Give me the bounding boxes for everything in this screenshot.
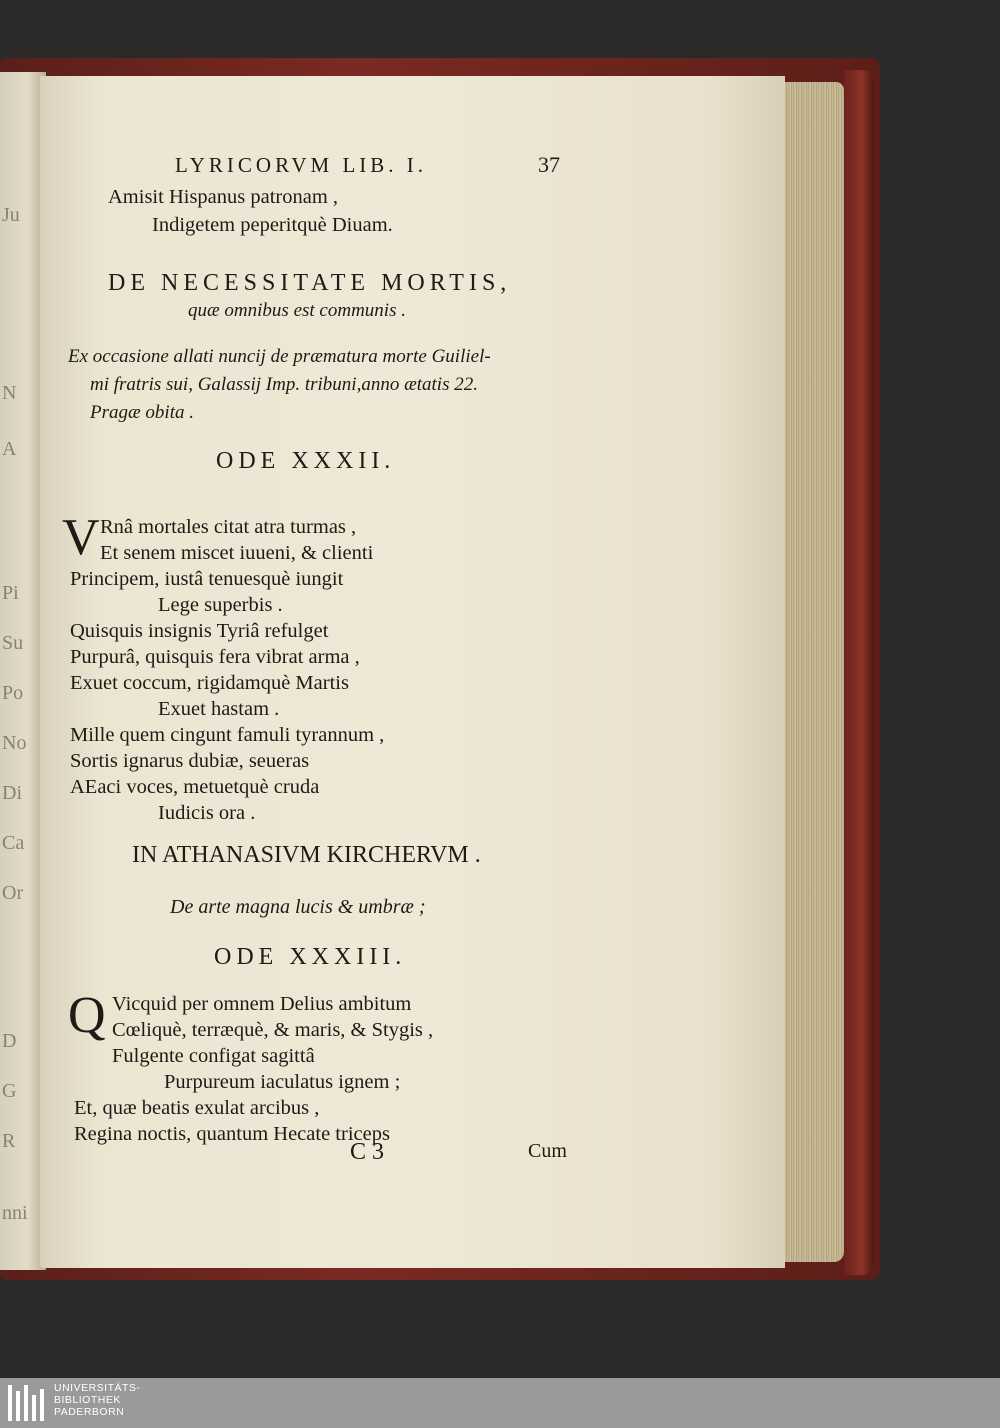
library-footer-bar (0, 1378, 1000, 1428)
verse-line: Vicquid per omnem Delius ambitum (112, 993, 412, 1015)
poem-line: Amisit Hispanus patronam , (108, 186, 339, 208)
left-fragment: Di (2, 782, 22, 804)
verse-line: Purpurâ, quisquis fera vibrat arma , (70, 646, 360, 668)
section-subtitle: De arte magna lucis & umbræ ; (170, 896, 426, 918)
library-name-line: BIBLIOTHEK (54, 1394, 121, 1406)
page-number: 37 (538, 152, 560, 177)
left-fragment: Or (2, 882, 24, 904)
section-title: IN ATHANASIVM KIRCHERVM . (132, 842, 481, 868)
drop-cap: Q (68, 987, 106, 1044)
left-fragment: D (2, 1030, 17, 1052)
left-fragment: Su (2, 632, 24, 654)
catchword: Cum (528, 1140, 567, 1162)
left-fragment: G (2, 1080, 17, 1102)
left-fragment: N (2, 382, 17, 404)
verse-line: Cœliquè, terræquè, & maris, & Stygis , (112, 1019, 434, 1041)
verse-line: Principem, iustâ tenuesquè iungit (70, 568, 344, 590)
verse-line: Mille quem cingunt famuli tyrannum , (70, 724, 385, 746)
verse-line: Purpureum iaculatus ignem ; (164, 1071, 401, 1093)
verse-line: Lege superbis . (158, 594, 283, 616)
library-name-line: PADERBORN (54, 1406, 125, 1418)
signature-mark: C 3 (350, 1139, 385, 1165)
verse-line: Et senem miscet iuueni, & clienti (100, 542, 374, 564)
verse-line: Regina noctis, quantum Hecate triceps (74, 1123, 390, 1145)
verse-line: Iudicis ora . (158, 802, 256, 824)
cover-edge (844, 70, 874, 1275)
verse-line: Fulgente configat sagittâ (112, 1045, 315, 1067)
left-fragment: Pi (2, 582, 19, 604)
occasion-line: Pragæ obita . (90, 402, 194, 423)
verse-line: Exuet hastam . (158, 698, 280, 720)
poem-line: Indigetem peperitquè Diuam. (152, 214, 393, 236)
left-fragment: A (2, 438, 17, 460)
left-fragment: R (2, 1130, 16, 1152)
left-fragment: Ju (2, 204, 20, 226)
verse-line: Exuet coccum, rigidamquè Martis (70, 672, 349, 694)
occasion-line: mi fratris sui, Galassij Imp. tribuni,anno ætatis 22. (90, 374, 478, 395)
occasion-line: Ex occasione allati nuncij de præmatura morte Guiliel- (68, 346, 491, 367)
left-fragment: No (2, 732, 27, 754)
ode-heading: ODE XXXII. (216, 448, 396, 474)
library-name-line: UNIVERSITÄTS- (54, 1382, 141, 1394)
ode-heading: ODE XXXIII. (214, 944, 407, 970)
drop-cap: V (62, 509, 100, 566)
verse-line: Quisquis insignis Tyriâ refulget (70, 620, 329, 642)
section-subtitle: quæ omnibus est communis . (188, 300, 406, 321)
verse-line: Sortis ignarus dubiæ, seueras (70, 750, 310, 772)
verse-line: Et, quæ beatis exulat arcibus , (74, 1097, 320, 1119)
left-fragment: Ca (2, 832, 25, 854)
running-title: LYRICORVM LIB. I. (175, 153, 428, 177)
verse-line: AEaci voces, metuetquè cruda (70, 776, 320, 798)
section-title: DE NECESSITATE MORTIS, (108, 270, 512, 296)
library-logo-icon (4, 1381, 48, 1425)
verse-line: Rnâ mortales citat atra turmas , (100, 516, 357, 538)
left-fragment: Po (2, 682, 24, 704)
left-fragment: nni (2, 1202, 28, 1224)
